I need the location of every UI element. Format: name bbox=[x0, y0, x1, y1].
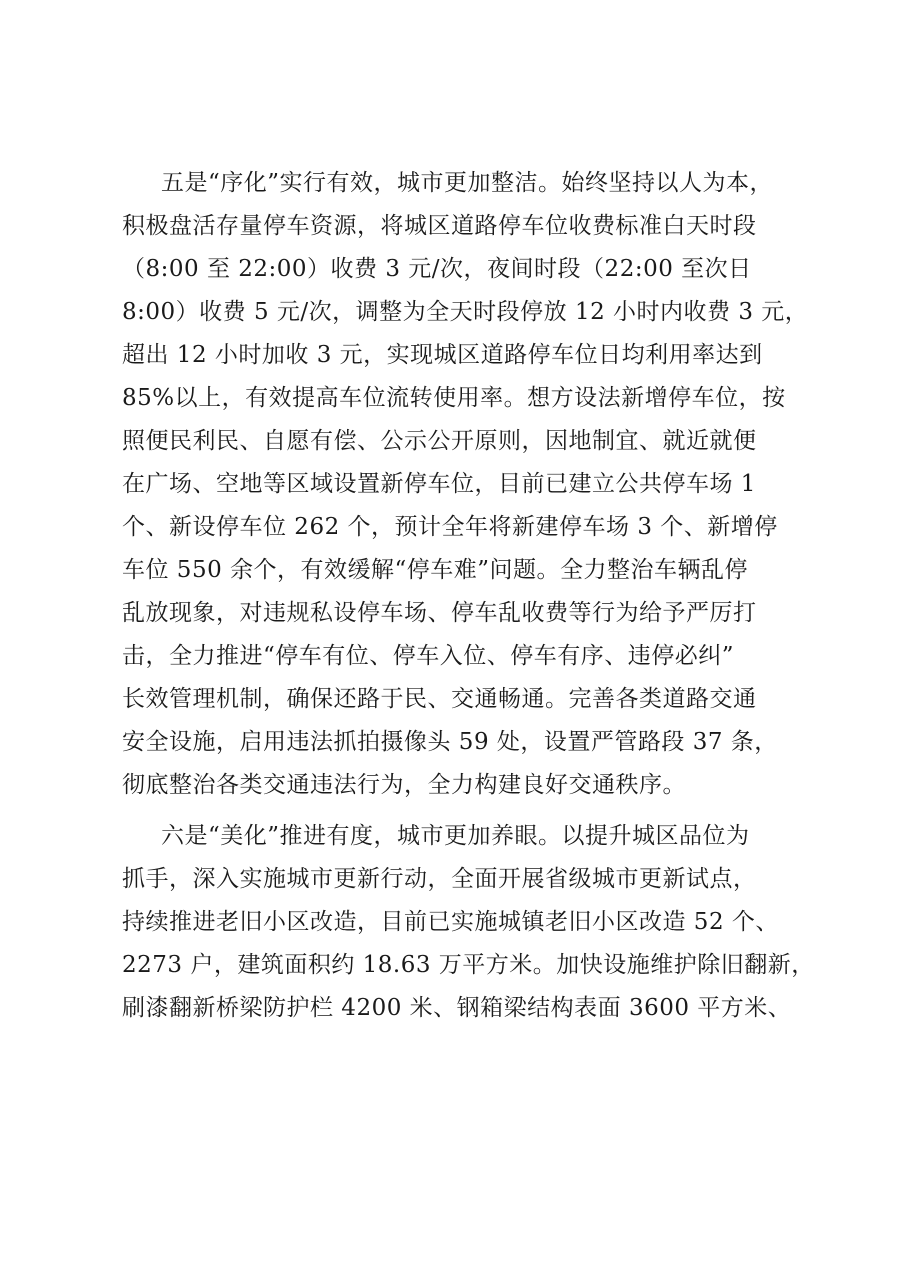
text-line: 刷漆翻新桥梁防护栏 4200 米、钢箱梁结构表面 3600 平方米、 bbox=[122, 995, 792, 1021]
text-line: 击，全力推进“停车有位、停车入位、停车有序、违停必纠” bbox=[122, 643, 735, 669]
text-line: 在广场、空地等区域设置新停车位，目前已建立公共停车场 1 bbox=[122, 471, 756, 497]
text-line: 2273 户，建筑面积约 18.63 万平方米。加快设施维护除旧翻新， bbox=[122, 952, 815, 978]
text-line: 抓手，深入实施城市更新行动，全面开展省级城市更新试点， bbox=[122, 866, 757, 892]
text-line: 85%以上，有效提高车位流转使用率。想方设法新增停车位，按 bbox=[122, 385, 786, 411]
text-line: 彻底整治各类交通违法行为，全力构建良好交通秩序。 bbox=[122, 772, 686, 798]
text-line: 乱放现象，对违规私设停车场、停车乱收费等行为给予严厉打 bbox=[122, 600, 757, 626]
text-line: 超出 12 小时加收 3 元，实现城区道路停车位日均利用率达到 bbox=[122, 342, 763, 368]
text-line: 五是“序化”实行有效，城市更加整洁。始终坚持以人为本， bbox=[161, 170, 774, 196]
text-line: 8:00）收费 5 元/次，调整为全天时段停放 12 小时内收费 3 元， bbox=[122, 299, 809, 325]
text-line: 车位 550 余个，有效缓解“停车难”问题。全力整治车辆乱停 bbox=[122, 557, 749, 583]
text-line: 持续推进老旧小区改造，目前已实施城镇老旧小区改造 52 个、 bbox=[122, 909, 779, 935]
text-line: 积极盘活存量停车资源，将城区道路停车位收费标准白天时段 bbox=[122, 213, 757, 239]
text-line: 安全设施，启用违法抓拍摄像头 59 处，设置严管路段 37 条， bbox=[122, 729, 778, 755]
text-line: 长效管理机制，确保还路于民、交通畅通。完善各类道路交通 bbox=[122, 686, 757, 712]
text-line: 个、新设停车位 262 个，预计全年将新建停车场 3 个、新增停 bbox=[122, 514, 778, 540]
text-line: 照便民利民、自愿有偿、公示公开原则，因地制宜、就近就便 bbox=[122, 428, 757, 454]
text-line: 六是“美化”推进有度，城市更加养眼。以提升城区品位为 bbox=[161, 823, 750, 849]
text-line: （8:00 至 22:00）收费 3 元/次，夜间时段（22:00 至次日 bbox=[122, 256, 752, 282]
